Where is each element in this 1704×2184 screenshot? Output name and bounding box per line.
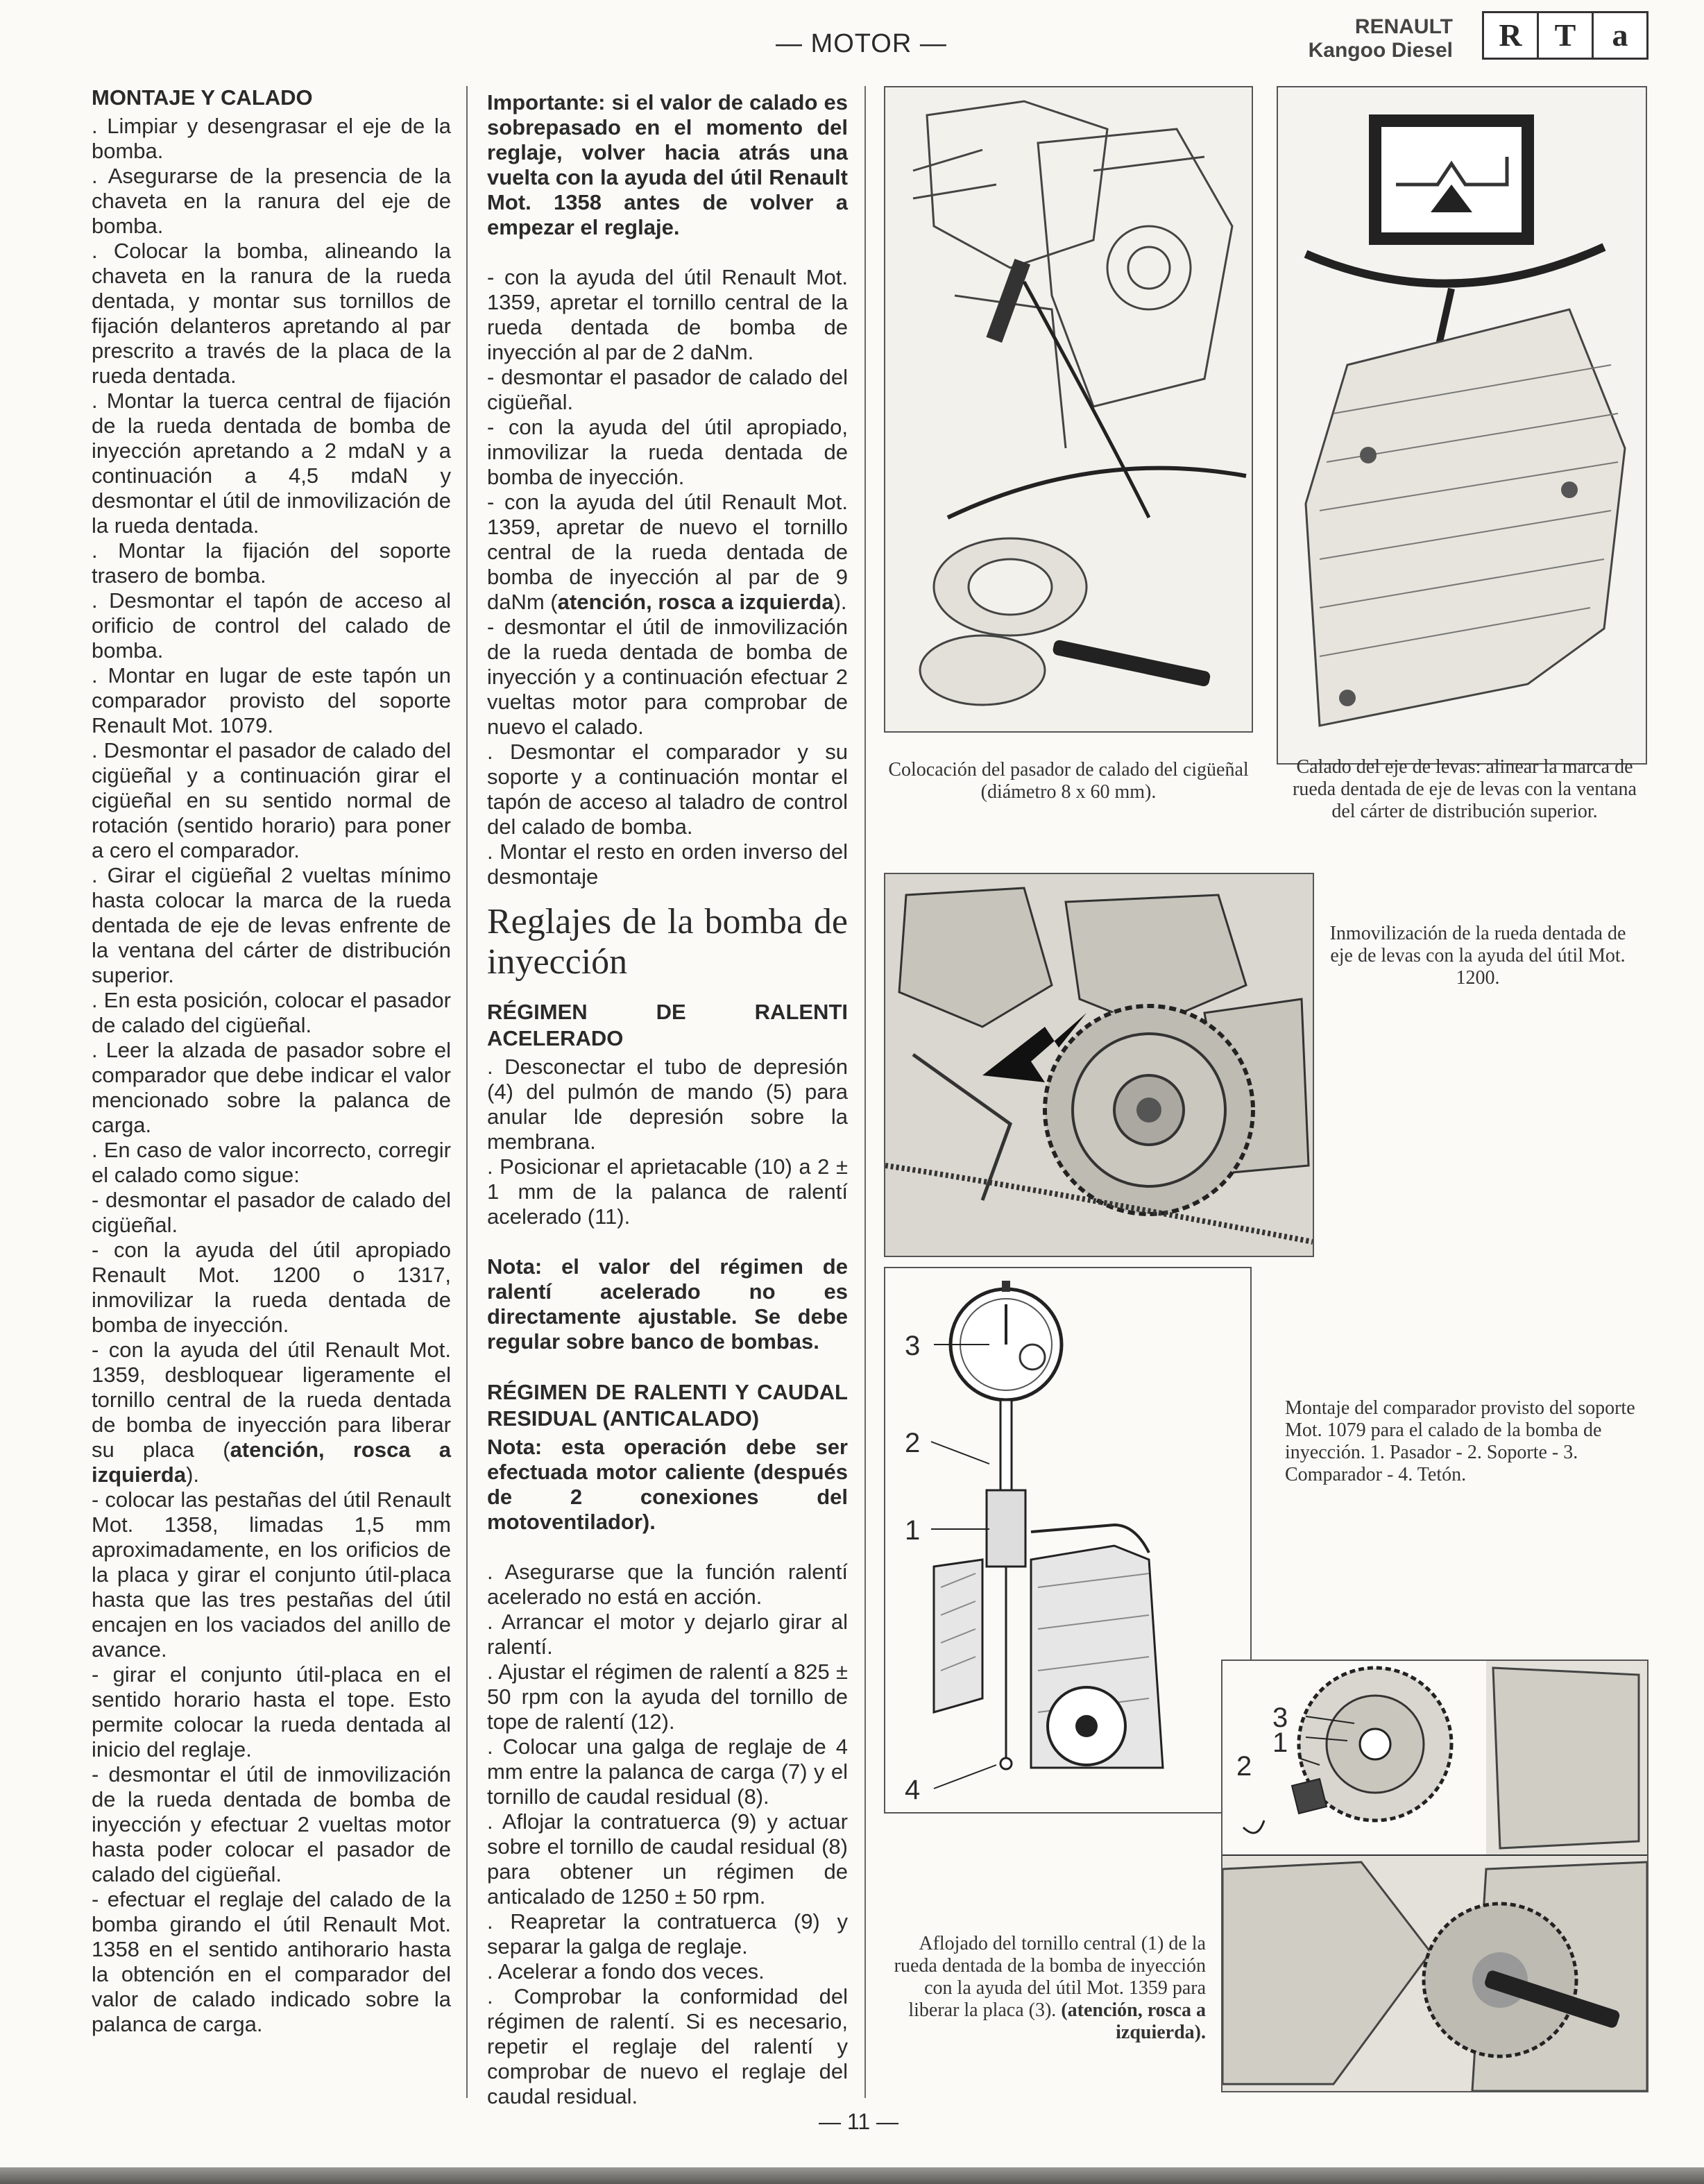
text: - con la ayuda del útil Renault Mot. 1359, apretar de nuevo el tornillo central de la rueda dentada de bomba de inyección al par de 9 daNm ( [487,490,848,614]
spacer [487,1535,848,1560]
paragraph: . Desmontar el pasador de calado del cigüeñal y a continuación girar el cigüeñal en su sentido normal de rotación (sentido horario) para poner a cero el comparador. [92,738,451,862]
paragraph-tighten [487,490,848,615]
paragraph: . Montar la fijación del soporte trasero de bomba. [92,538,451,588]
warning-text: atención, rosca a izquierda [557,590,834,614]
paragraph: . Arrancar el motor y dejarlo girar al ralentí. [487,1610,848,1659]
section-header: — MOTOR — [776,29,947,58]
paragraph: - desmontar el pasador de calado del cigüeñal. [92,1188,451,1237]
subheading-ralenti-caudal: RÉGIMEN DE RALENTI Y CAUDAL RESIDUAL (ANTICALADO) [487,1380,848,1431]
caption-loosening [887,1933,1206,2044]
warning-text: atención, rosca a izquierda [92,1437,451,1487]
spacer [487,240,848,265]
spacer [487,1229,848,1254]
paragraph: . Desconectar el tubo de depresión (4) del pulmón de mando (5) para anular lde depresión sobre la membrana. [487,1055,848,1154]
column-2 [487,90,848,2109]
paragraph: . Montar la tuerca central de fijación de la rueda dentada de bomba de inyección apretando a 2 mdaN y a continuación a 4,5 mdaN y desmontar el útil de inmovilización de la rueda dentada. [92,389,451,538]
paragraph: - girar el conjunto útil-placa en el sentido horario hasta el tope. Esto permite colocar la rueda dentada al inicio del reglaje. [92,1662,451,1761]
camshaft-illustration [1278,87,1646,763]
text: - con la ayuda del útil Renault Mot. 1359, desbloquear ligeramente el tornillo central de la rueda dentada de bomba de inyección para liberar su placa ( [92,1338,451,1462]
paragraph: . Montar en lugar de este tapón un comparador provisto del soporte Renault Mot. 1079. [92,663,451,737]
paragraph: . Comprobar la conformidad del régimen de ralentí. Si es necesario, repetir el reglaje del ralentí y comprobar de nuevo el reglaje del caudal residual. [487,1984,848,2108]
gauge-label-2: 2 [905,1428,921,1458]
paragraph-loosen [92,1338,451,1487]
dial-gauge-illustration [885,1268,1250,1812]
heading-montaje: MONTAJE Y CALADO [92,85,313,110]
paragraph: . Asegurarse que la función ralentí acelerado no está en acción. [487,1560,848,1609]
logo-letter-a: a [1612,17,1628,53]
paragraph: . Desmontar el comparador y su soporte y a continuación montar el tapón de acceso al taladro de control del calado de bomba. [487,740,848,839]
paragraph: - desmontar el pasador de calado del cigüeñal. [487,365,848,414]
subheading-ralenti-acelerado: RÉGIMEN DE RALENTI ACELERADO [487,1000,848,1050]
column-1 [92,85,451,2037]
section-title: Reglajes de la bomba de inyección [487,902,848,982]
paragraph: . Girar el cigüeñal 2 vueltas mínimo hasta colocar la marca de la rueda dentada de eje de levas enfrente de la ventana del cárter de distribución superior. [92,863,451,987]
paragraph: - con la ayuda del útil Renault Mot. 1359, apretar el tornillo central de la rueda dentada de bomba de inyección al par de 2 daNm. [487,265,848,364]
paragraph: . Desmontar el tapón de acceso al orificio de control del calado de bomba. [92,588,451,663]
caption-camshaft: Calado del eje de levas: alinear la marca de rueda dentada de eje de levas con la ventana del cárter de distribución superior. [1293,756,1637,822]
paragraph: - colocar las pestañas del útil Renault Mot. 1358, limadas 1,5 mm aproximadamente, en los orificios de la placa y girar el conjunto útil-placa hasta que las tres pestañas del útil encajen en los vaciados del anillo de avance. [92,1487,451,1662]
loosen-label-2: 2 [1236,1751,1252,1782]
paragraph: - desmontar el útil de inmovilización de la rueda dentada de bomba de inyección y efectuar 2 vueltas motor hasta poder colocar el pasador de calado del cigüeñal. [92,1762,451,1886]
caption-warning: (atención, rosca a izquierda). [1061,1999,1206,2043]
column-rule-1 [466,86,468,2098]
paragraph: - con la ayuda del útil apropiado, inmovilizar la rueda dentada de bomba de inyección. [487,415,848,489]
text: ). [186,1462,200,1487]
paragraph: . Limpiar y desengrasar el eje de la bomba. [92,114,451,163]
paragraph: . Colocar una galga de reglaje de 4 mm entre la palanca de carga (7) y el tornillo de caudal residual (8). [487,1734,848,1809]
paragraph: . Aflojar la contratuerca (9) y actuar sobre el tornillo de caudal residual (8) para obtener un régimen de anticalado de 1250 ± 50 rpm. [487,1809,848,1909]
rta-logo [1482,11,1648,60]
caption-text: Aflojado del tornillo central (1) de la rueda dentada de la bomba de inyección con la ayuda del útil Mot. 1359 para liberar la placa (3). [894,1933,1206,2021]
caption-immobilization: Inmovilización de la rueda dentada de eje de levas con la ayuda del útil Mot. 1200. [1329,923,1626,989]
figure-loosening-tool [1221,1660,1648,2092]
loosen-label-1: 1 [1272,1727,1288,1758]
important-note: Importante: si el valor de calado es sobrepasado en el momento del reglaje, volver hacia atrás una vuelta con la ayuda del útil Renault Mot. 1358 antes de volver a empezar el reglaje. [487,90,848,239]
paragraph: . Asegurarse de la presencia de la chaveta en la ranura del eje de bomba. [92,164,451,238]
loosen-label-3: 3 [1272,1703,1288,1733]
paragraph: . Colocar la bomba, alineando la chaveta en la ranura de la rueda dentada, y montar sus tornillos de fijación delanteros apretando al par prescrito a través de la placa de la rueda dentada. [92,239,451,388]
figure-crankshaft-pin [884,86,1253,733]
text: ). [833,590,847,614]
gauge-label-4: 4 [905,1775,921,1805]
column-rule-2 [864,86,866,2098]
paragraph: . Reapretar la contratuerca (9) y separar la galga de reglaje. [487,1909,848,1959]
note-1: Nota: el valor del régimen de ralentí acelerado no es directamente ajustable. Se debe regular sobre banco de bombas. [487,1254,848,1354]
model-name: Kangoo Diesel [1308,39,1453,62]
gauge-label-1: 1 [905,1515,921,1546]
paragraph: - desmontar el útil de inmovilización de la rueda dentada de bomba de inyección y a continuación efectuar 2 vueltas motor para comprobar de nuevo el calado. [487,615,848,739]
caption-dial-gauge: Montaje del comparador provisto del soporte Mot. 1079 para el calado de la bomba de inyección. 1. Pasador - 2. Soporte - 3. Comparador - 4. Tetón. [1285,1397,1635,1485]
paragraph: . Ajustar el régimen de ralentí a 825 ± 50 rpm con la ayuda del tornillo de tope de ralentí (12). [487,1660,848,1734]
brand-name: RENAULT [1354,15,1453,38]
logo-letter-t: T [1539,13,1594,58]
page-number: — 11 — [819,2109,898,2134]
figure-dial-gauge [884,1267,1252,1814]
paragraph: - con la ayuda del útil apropiado Renault Mot. 1200 o 1317, inmovilizar la rueda dentada de bomba de inyección. [92,1238,451,1337]
paragraph: . Montar el resto en orden inverso del desmontaje [487,839,848,889]
caption-crankshaft: Colocación del pasador de calado del cigüeñal (diámetro 8 x 60 mm). [888,759,1249,803]
figure-camshaft-window [1277,86,1647,765]
paragraph: . Acelerar a fondo dos veces. [487,1959,765,1983]
logo-letter-r: R [1484,13,1539,58]
scan-edge [0,2167,1704,2184]
paragraph: . Posicionar el aprietacable (10) a 2 ± 1 mm de la palanca de ralentí acelerado (11). [487,1154,848,1229]
paragraph: . En esta posición, colocar el pasador de calado del cigüeñal. [92,988,451,1037]
immobilization-illustration [885,874,1313,1256]
spacer [487,1354,848,1379]
figure-immobilization [884,873,1314,1257]
paragraph: - efectuar el reglaje del calado de la bomba girando el útil Renault Mot. 1358 en el sentido antihorario hasta la obtención en el comparador del valor de calado indicado sobre la palanca de carga. [92,1887,451,2036]
paragraph: . Leer la alzada de pasador sobre el comparador que debe indicar el valor mencionado sobre la palanca de carga. [92,1038,451,1137]
gauge-label-3: 3 [905,1331,921,1361]
note-2: Nota: esta operación debe ser efectuada motor caliente (después de 2 conexiones del motoventilador). [487,1435,848,1534]
paragraph: . En caso de valor incorrecto, corregir el calado como sigue: [92,1138,451,1187]
crankshaft-illustration [885,87,1252,731]
